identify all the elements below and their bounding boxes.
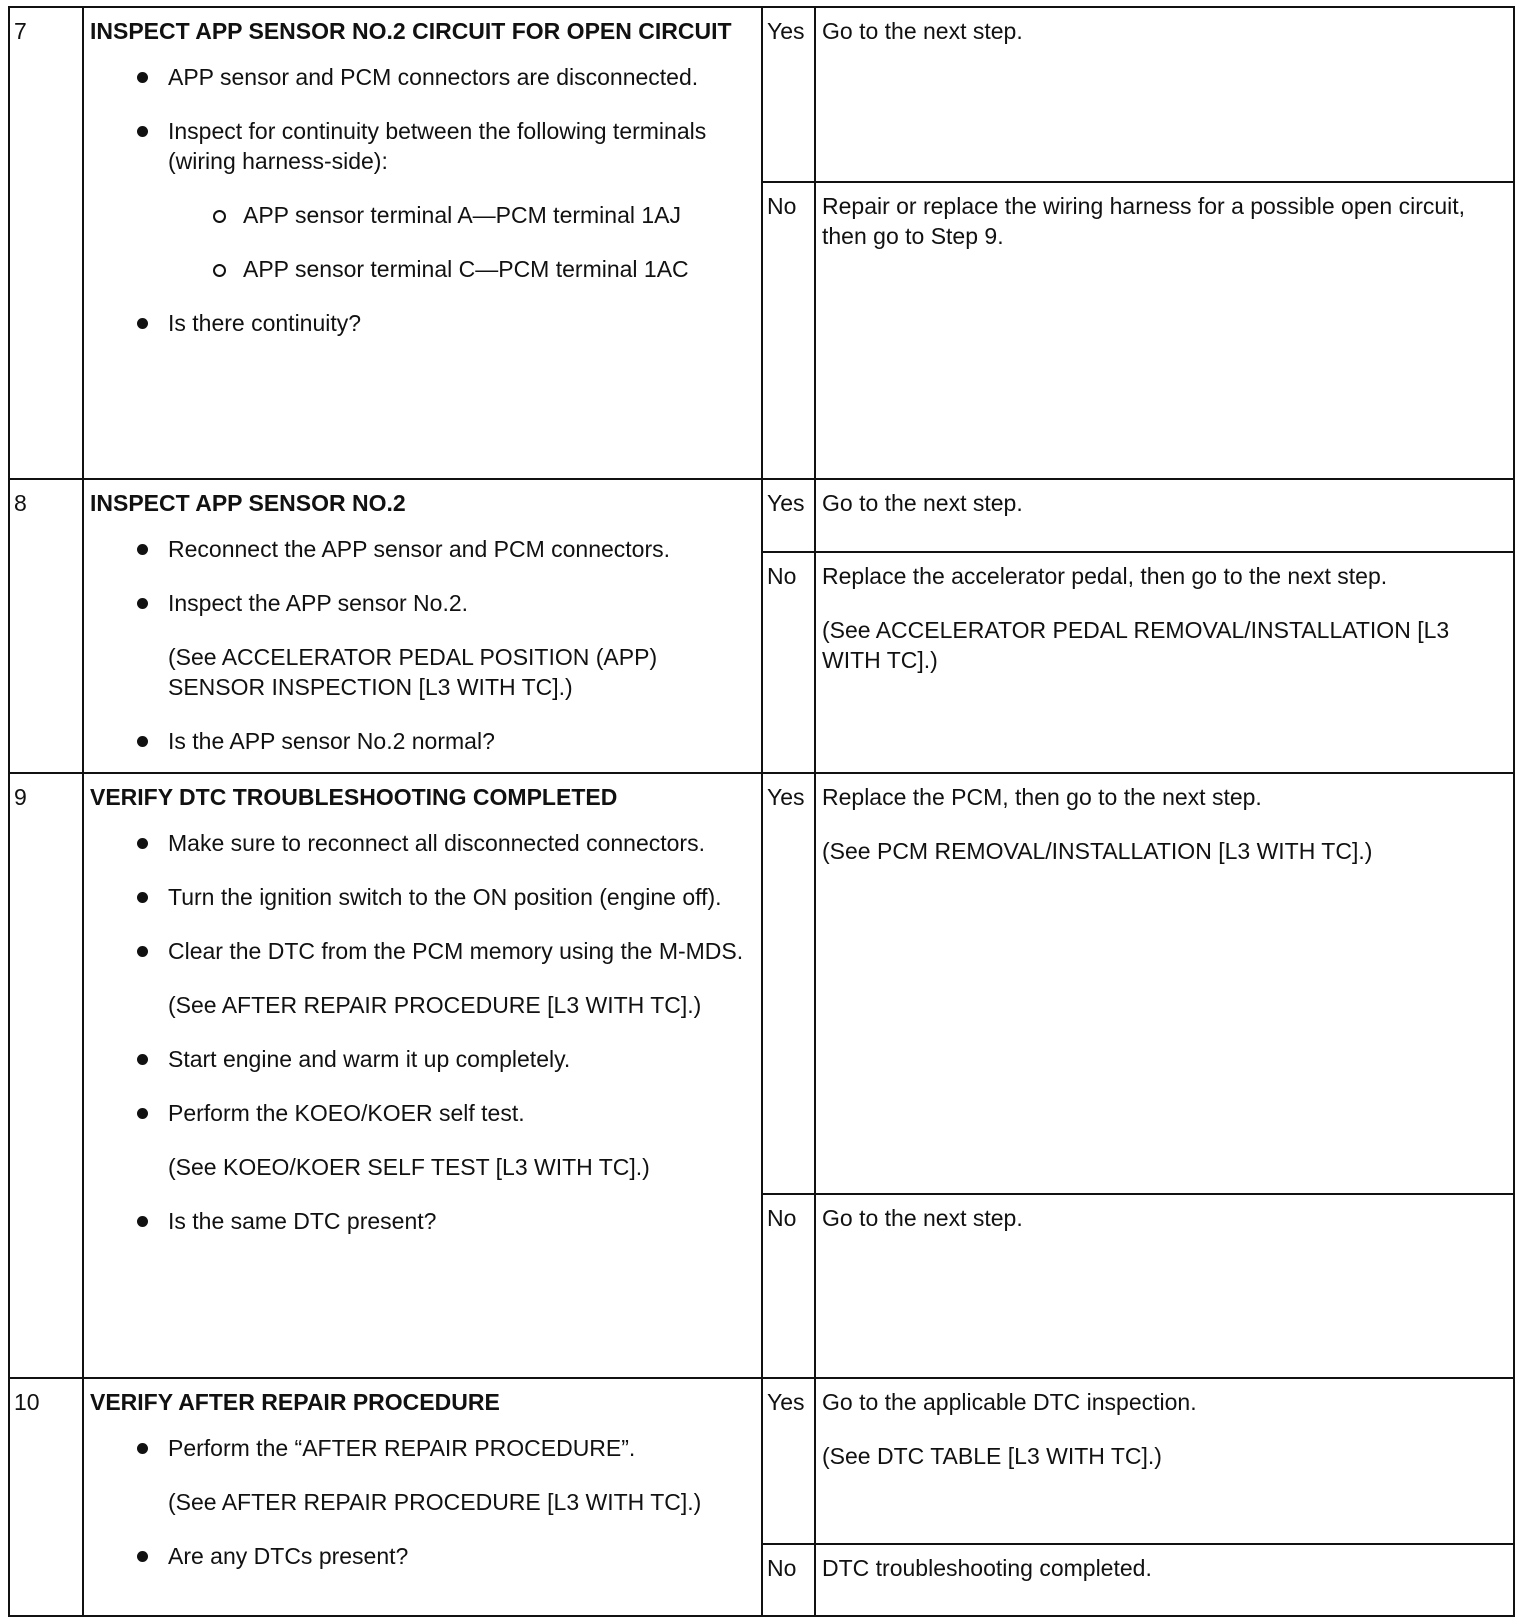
bullet-text: Perform the “AFTER REPAIR PROCEDURE”. — [168, 1435, 636, 1461]
step-number: 10 — [9, 1378, 83, 1616]
step-procedure — [83, 479, 762, 773]
sub-bullet-list — [168, 200, 755, 284]
bullet-text: Clear the DTC from the PCM memory using the M-MDS. — [168, 938, 744, 964]
bullet-text: Is there continuity? — [168, 310, 362, 336]
bullet-text: Reconnect the APP sensor and PCM connectors. — [168, 536, 671, 562]
bullet-text: Is the APP sensor No.2 normal? — [168, 728, 495, 754]
step-title: VERIFY DTC TROUBLESHOOTING COMPLETED — [90, 784, 618, 810]
bullet-item — [90, 936, 755, 1020]
bullet-list — [90, 534, 755, 756]
bullet-item — [90, 828, 755, 858]
step-number: 7 — [9, 7, 83, 479]
bullet-text: Start engine and warm it up completely. — [168, 1046, 571, 1072]
step-10-yes-row — [9, 1378, 1514, 1544]
step-7-yes-row — [9, 7, 1514, 182]
yes-label: Yes — [762, 773, 815, 1194]
step-number: 8 — [9, 479, 83, 773]
bullet-item — [90, 308, 755, 338]
bullet-text: Inspect for continuity between the following terminals (wiring harness-side): — [168, 118, 707, 174]
bullet-list — [90, 1433, 755, 1571]
reference-note: (See KOEO/KOER SELF TEST [L3 WITH TC].) — [168, 1154, 650, 1180]
step-procedure — [83, 7, 762, 479]
yes-action — [815, 773, 1514, 1194]
step-title: INSPECT APP SENSOR NO.2 — [90, 490, 406, 516]
bullet-list — [90, 828, 755, 1236]
bullet-list — [90, 62, 755, 338]
bullet-item — [90, 1541, 755, 1571]
no-label: No — [762, 552, 815, 773]
yes-label: Yes — [762, 1378, 815, 1544]
action-reference: (See DTC TABLE [L3 WITH TC].) — [822, 1443, 1162, 1469]
no-label: No — [762, 1544, 815, 1616]
bullet-text: Turn the ignition switch to the ON position (engine off). — [168, 884, 722, 910]
action-text: Replace the PCM, then go to the next step. — [822, 784, 1262, 810]
bullet-item — [90, 882, 755, 912]
bullet-text: Is the same DTC present? — [168, 1208, 437, 1234]
action-reference: (See PCM REMOVAL/INSTALLATION [L3 WITH TC].) — [822, 838, 1373, 864]
reference-note: (See AFTER REPAIR PROCEDURE [L3 WITH TC].) — [168, 992, 702, 1018]
no-action — [815, 1544, 1514, 1616]
bullet-item — [90, 1044, 755, 1074]
bullet-text: APP sensor and PCM connectors are disconnected. — [168, 64, 699, 90]
yes-action — [815, 1378, 1514, 1544]
bullet-item — [90, 1433, 755, 1517]
bullet-item — [90, 726, 755, 756]
bullet-text: Are any DTCs present? — [168, 1543, 409, 1569]
step-procedure — [83, 773, 762, 1378]
yes-action — [815, 479, 1514, 552]
no-action — [815, 182, 1514, 479]
action-text: DTC troubleshooting completed. — [822, 1555, 1152, 1581]
action-text: Go to the applicable DTC inspection. — [822, 1389, 1197, 1415]
step-procedure — [83, 1378, 762, 1616]
no-action — [815, 552, 1514, 773]
sub-bullet-item — [168, 254, 755, 284]
no-label: No — [762, 182, 815, 479]
yes-label: Yes — [762, 479, 815, 552]
bullet-item — [90, 1206, 755, 1236]
bullet-text: Make sure to reconnect all disconnected connectors. — [168, 830, 705, 856]
action-text: Go to the next step. — [822, 490, 1023, 516]
sub-bullet-item — [168, 200, 755, 230]
sub-bullet-text: APP sensor terminal C—PCM terminal 1AC — [243, 256, 689, 282]
bullet-item — [90, 534, 755, 564]
step-8-yes-row — [9, 479, 1514, 552]
reference-note: (See AFTER REPAIR PROCEDURE [L3 WITH TC].) — [168, 1489, 702, 1515]
step-title: INSPECT APP SENSOR NO.2 CIRCUIT FOR OPEN CIRCUIT — [90, 18, 732, 44]
yes-label: Yes — [762, 7, 815, 182]
yes-action — [815, 7, 1514, 182]
bullet-text: Perform the KOEO/KOER self test. — [168, 1100, 525, 1126]
action-text: Replace the accelerator pedal, then go to the next step. — [822, 563, 1388, 589]
troubleshooting-document — [8, 6, 1513, 1617]
bullet-item — [90, 62, 755, 92]
bullet-item — [90, 116, 755, 284]
step-9-yes-row — [9, 773, 1514, 1194]
sub-bullet-text: APP sensor terminal A—PCM terminal 1AJ — [243, 202, 682, 228]
action-reference: (See ACCELERATOR PEDAL REMOVAL/INSTALLATION [L3 WITH TC].) — [822, 617, 1450, 673]
action-text: Repair or replace the wiring harness for a possible open circuit, then go to Step 9. — [822, 193, 1466, 249]
no-label: No — [762, 1194, 815, 1378]
bullet-text: Inspect the APP sensor No.2. — [168, 590, 469, 616]
troubleshooting-table — [8, 6, 1515, 1617]
bullet-item — [90, 588, 755, 702]
bullet-item — [90, 1098, 755, 1182]
step-title: VERIFY AFTER REPAIR PROCEDURE — [90, 1389, 500, 1415]
action-text: Go to the next step. — [822, 1205, 1023, 1231]
action-text: Go to the next step. — [822, 18, 1023, 44]
reference-note: (See ACCELERATOR PEDAL POSITION (APP) SENSOR INSPECTION [L3 WITH TC].) — [168, 644, 658, 700]
no-action — [815, 1194, 1514, 1378]
step-number: 9 — [9, 773, 83, 1378]
